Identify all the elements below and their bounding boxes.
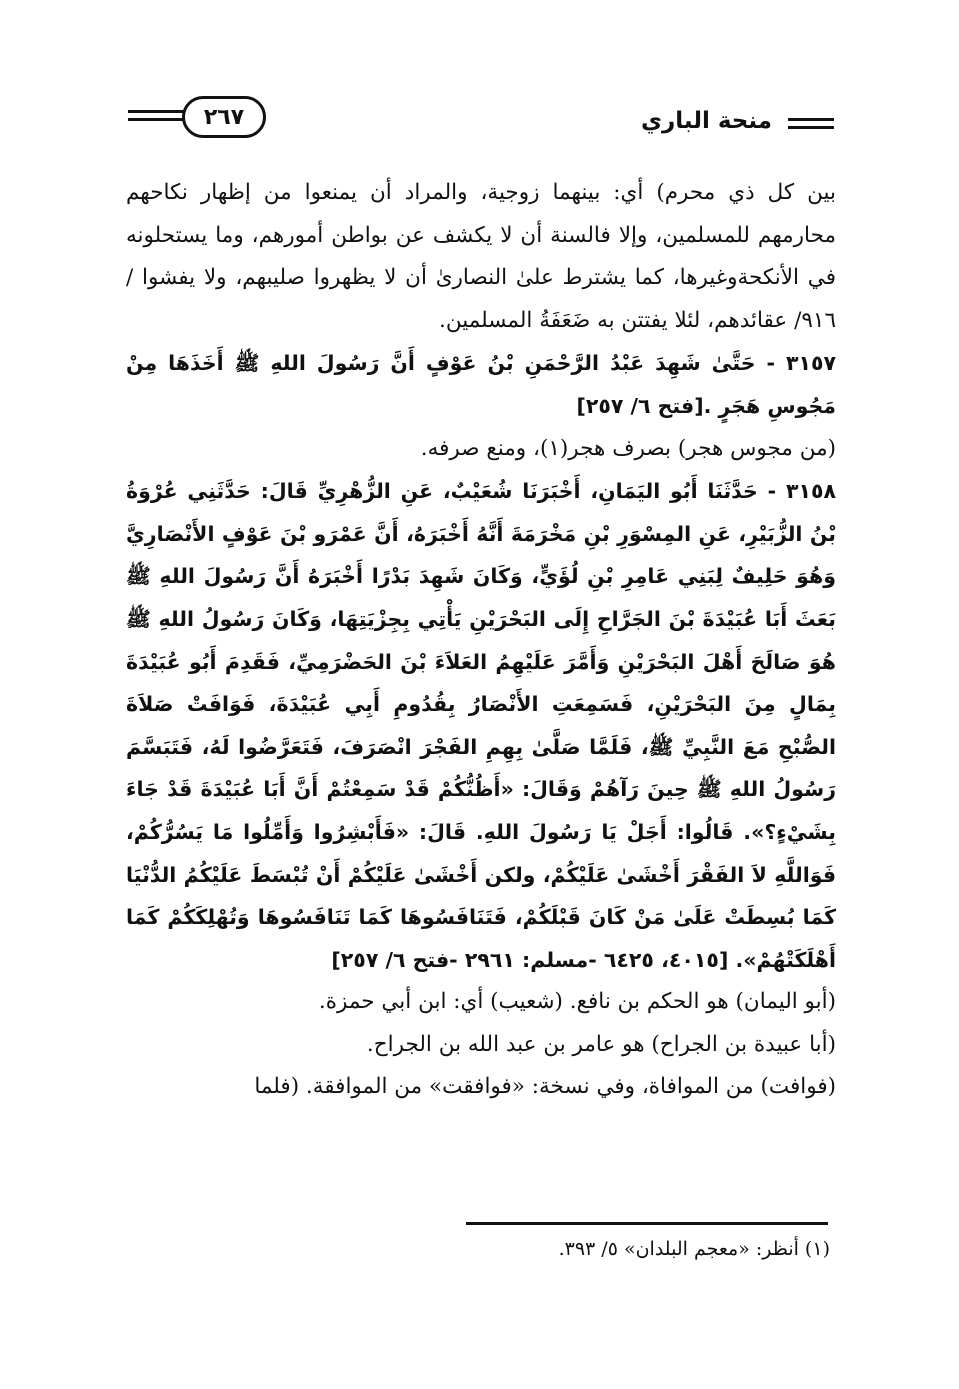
footnote: (١) أنظر: «معجم البلدان» ٥/ ٣٩٣. (558, 1238, 830, 1260)
page-number-badge: ٢٦٧ (182, 96, 266, 138)
commentary-paragraph: (فوافت) من الموافاة، وفي نسخة: «فوافقت» من الموافقة. (فلما (254, 1074, 836, 1100)
commentary-paragraph: (أبو اليمان) هو الحكم بن نافع. (شعيب) أي: ابن أبي حمزة. (318, 989, 836, 1015)
header-rule (128, 118, 184, 121)
commentary-paragraph: بين كل ذي محرم) أي: بينهما زوجية، والمراد أن يمنعوا من إظهار نكاحهم محارمهم للمسلمين، وإلا فالسنة أن لا يكشف عن بواطن أمورهم، وما يستحلونه في الأنكحةوغيرها، كما يشترط علىٰ النصارىٰ أن لا يظهروا صليبهم، ولا يفشوا /٩١٦/ عقائدهم، لئلا يفتتن به ضَعَفَةُ المسلمين. (126, 180, 836, 333)
header-rule (788, 118, 834, 121)
main-text (126, 172, 836, 1109)
header-rule (128, 110, 184, 113)
footnote-separator (466, 1222, 828, 1225)
header-rule (788, 126, 834, 129)
commentary-paragraph: (أبا عبيدة بن الجراح) هو عامر بن عبد الله بن الجراح. (366, 1031, 836, 1057)
hadith-paragraph: ٣١٥٨ - حَدَّثَنَا أَبُو اليَمَانِ، أَخْبَرَنَا شُعَيْبٌ، عَنِ الزُّهْرِيِّ قَالَ: حَدَّثَنِي عُرْوَةُ بْنُ الزُّبَيْرِ، عَنِ المِسْوَرِ بْنِ مَخْرَمَةَ أَنَّهُ أَخْبَرَهُ، أَنَّ عَمْرَو بْنَ عَوْفٍ الأَنْصَارِيَّ وَهُوَ حَلِيفٌ لِبَنِي عَامِرِ بْنِ لُؤَيٍّ، وَكَانَ شَهِدَ بَدْرًا أَخْبَرَهُ أَنَّ رَسُولَ اللهِ ﷺ بَعَثَ أَبَا عُبَيْدَةَ بْنَ الجَرَّاحِ إِلَى البَحْرَيْنِ يَأْتِي بِجِزْيَتِهَا، وَكَانَ رَسُولُ اللهِ ﷺ هُوَ صَالَحَ أَهْلَ البَحْرَيْنِ وَأَمَّرَ عَلَيْهِمُ العَلاَءَ بْنَ الحَضْرَمِيِّ، فَقَدِمَ أَبُو عُبَيْدَةَ بِمَالٍ مِنَ البَحْرَيْنِ، فَسَمِعَتِ الأَنْصَارُ بِقُدُومِ أَبِي عُبَيْدَةَ، فَوَافَتْ صَلاَةَ الصُّبْحِ مَعَ النَّبِيِّ ﷺ، فَلَمَّا صَلَّىٰ بِهِمِ الفَجْرَ انْصَرَفَ، فَتَعَرَّضُوا لَهُ، فَتَبَسَّمَ رَسُولُ اللهِ ﷺ حِينَ رَآهُمْ وَقَالَ: «أَظُنُّكُمْ قَدْ سَمِعْتُمْ أَنَّ أَبَا عُبَيْدَةَ قَدْ جَاءَ بِشَيْءٍ؟». قَالُوا: أَجَلْ يَا رَسُولَ اللهِ. قَالَ: «فَأَبْشِرُوا وَأَمِّلُوا مَا يَسُرُّكُمْ، فَوَاللَّهِ لاَ الفَقْرَ أَخْشَىٰ عَلَيْكُمْ، ولكن أَخْشَىٰ عَلَيْكُمْ أَنْ تُبْسَطَ عَلَيْكُمُ الدُّنْيَا كَمَا بُسِطَتْ عَلَىٰ مَنْ كَانَ قَبْلَكُمْ، فَتَنَافَسُوهَا كَمَا تَنَافَسُوهَا وَتُهْلِكَكُمْ كَمَا أَهْلَكَتْهُمْ». [٤٠١٥، ٦٤٢٥ -مسلم: ٢٩٦١ -فتح ٦/ ٢٥٧] (126, 479, 836, 972)
hadith-paragraph: ٣١٥٧ - حَتَّىٰ شَهِدَ عَبْدُ الرَّحْمَنِ بْنُ عَوْفٍ أَنَّ رَسُولَ اللهِ ﷺ أَخَذَهَا مِنْ مَجُوسِ هَجَرٍ .[فتح ٦/ ٢٥٧] (126, 351, 836, 418)
commentary-paragraph: (من مجوس هجر) بصرف هجر(١)، ومنع صرفه. (420, 435, 836, 461)
book-title: منحة الباري (640, 108, 772, 134)
page-header (128, 96, 834, 144)
